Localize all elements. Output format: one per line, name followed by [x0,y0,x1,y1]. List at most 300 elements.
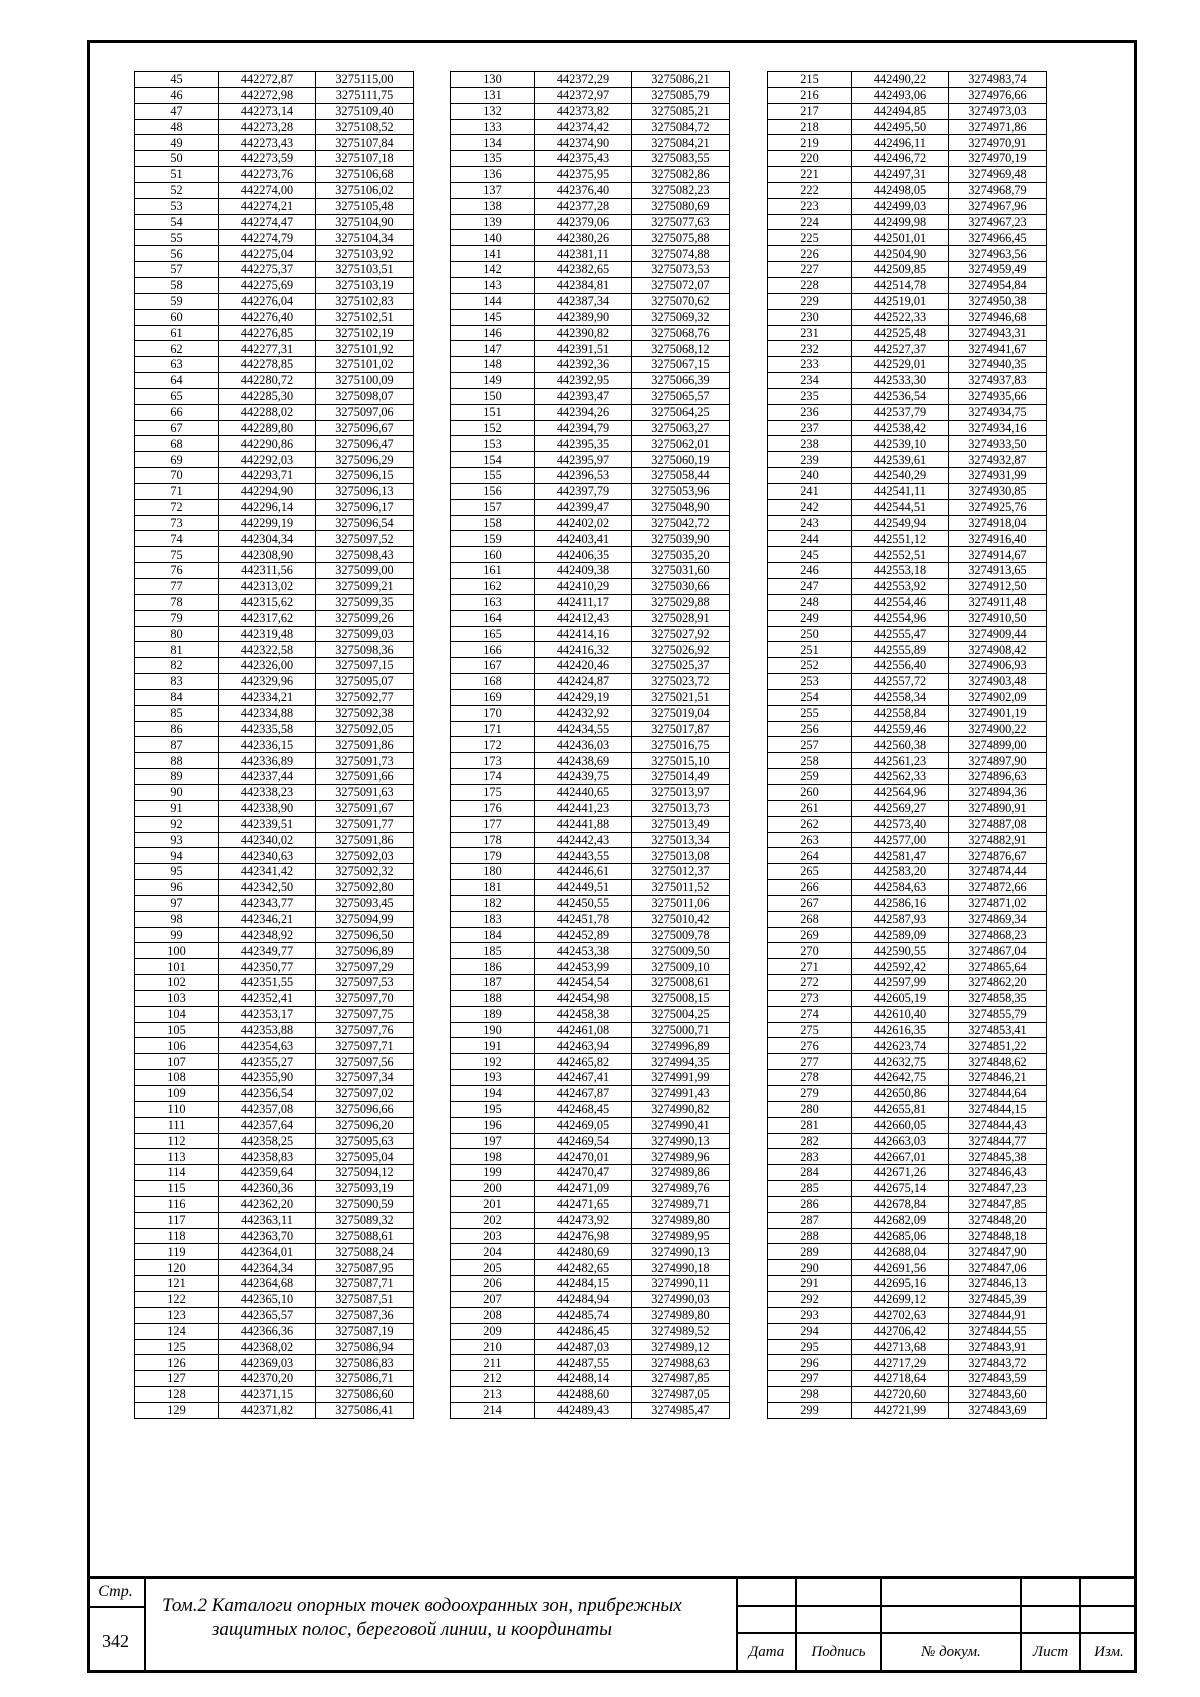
y-coordinate-cell: 3275013,73 [632,800,730,816]
y-coordinate-cell: 3275104,34 [316,230,414,246]
y-coordinate-cell: 3275014,49 [632,769,730,785]
point-number-cell: 65 [135,388,219,404]
point-number-cell: 224 [768,214,852,230]
table-row [451,1133,730,1149]
x-coordinate-cell: 442577,00 [852,832,949,848]
point-number-cell: 108 [135,1070,219,1086]
x-coordinate-cell: 442541,11 [852,483,949,499]
x-coordinate-cell: 442336,89 [219,753,316,769]
y-coordinate-cell: 3275019,04 [632,705,730,721]
x-coordinate-cell: 442438,69 [535,753,632,769]
table-row [451,1402,730,1418]
x-coordinate-cell: 442338,90 [219,800,316,816]
table-row [135,1276,414,1292]
x-coordinate-cell: 442276,40 [219,309,316,325]
x-coordinate-cell: 442514,78 [852,277,949,293]
y-coordinate-cell: 3274991,99 [632,1070,730,1086]
y-coordinate-cell: 3275098,07 [316,388,414,404]
x-coordinate-cell: 442293,71 [219,468,316,484]
point-number-cell: 91 [135,800,219,816]
table-row [135,1149,414,1165]
x-coordinate-cell: 442463,94 [535,1038,632,1054]
y-coordinate-cell: 3275013,34 [632,832,730,848]
x-coordinate-cell: 442358,25 [219,1133,316,1149]
y-coordinate-cell: 3275070,62 [632,293,730,309]
x-coordinate-cell: 442308,90 [219,547,316,563]
x-coordinate-cell: 442273,14 [219,103,316,119]
y-coordinate-cell: 3275015,10 [632,753,730,769]
y-coordinate-cell: 3275085,79 [632,87,730,103]
y-coordinate-cell: 3274876,67 [949,848,1047,864]
point-number-cell: 181 [451,880,535,896]
x-coordinate-cell: 442357,08 [219,1101,316,1117]
table-row [768,959,1047,975]
point-number-cell: 230 [768,309,852,325]
x-coordinate-cell: 442485,74 [535,1307,632,1323]
x-coordinate-cell: 442498,05 [852,182,949,198]
table-row [451,1070,730,1086]
point-number-cell: 125 [135,1339,219,1355]
y-coordinate-cell: 3274989,76 [632,1181,730,1197]
x-coordinate-cell: 442338,23 [219,784,316,800]
y-coordinate-cell: 3275091,63 [316,784,414,800]
y-coordinate-cell: 3275011,06 [632,895,730,911]
y-coordinate-cell: 3274989,95 [632,1228,730,1244]
y-coordinate-cell: 3274989,96 [632,1149,730,1165]
y-coordinate-cell: 3275067,15 [632,357,730,373]
x-coordinate-cell: 442439,75 [535,769,632,785]
point-number-cell: 220 [768,151,852,167]
table-row [451,784,730,800]
point-number-cell: 225 [768,230,852,246]
y-coordinate-cell: 3275092,32 [316,864,414,880]
x-coordinate-cell: 442335,58 [219,721,316,737]
point-number-cell: 257 [768,737,852,753]
y-coordinate-cell: 3274912,50 [949,579,1047,595]
x-coordinate-cell: 442402,02 [535,515,632,531]
x-coordinate-cell: 442688,04 [852,1244,949,1260]
y-coordinate-cell: 3275084,72 [632,119,730,135]
point-number-cell: 265 [768,864,852,880]
y-coordinate-cell: 3275104,90 [316,214,414,230]
point-number-cell: 245 [768,547,852,563]
y-coordinate-cell: 3274970,91 [949,135,1047,151]
point-number-cell: 68 [135,436,219,452]
table-row [451,674,730,690]
y-coordinate-cell: 3275092,03 [316,848,414,864]
point-number-cell: 188 [451,990,535,1006]
y-coordinate-cell: 3275092,77 [316,689,414,705]
x-coordinate-cell: 442374,42 [535,119,632,135]
x-coordinate-cell: 442315,62 [219,594,316,610]
coordinate-table-3 [767,71,1047,1419]
point-number-cell: 195 [451,1101,535,1117]
y-coordinate-cell: 3275086,41 [316,1402,414,1418]
y-coordinate-cell: 3274925,76 [949,499,1047,515]
table-row [135,832,414,848]
x-coordinate-cell: 442356,54 [219,1086,316,1102]
point-number-cell: 105 [135,1022,219,1038]
x-coordinate-cell: 442489,43 [535,1402,632,1418]
table-row [135,262,414,278]
y-coordinate-cell: 3274931,99 [949,468,1047,484]
x-coordinate-cell: 442660,05 [852,1117,949,1133]
point-number-cell: 118 [135,1228,219,1244]
point-number-cell: 222 [768,182,852,198]
point-number-cell: 46 [135,87,219,103]
y-coordinate-cell: 3274865,64 [949,959,1047,975]
point-number-cell: 92 [135,816,219,832]
point-number-cell: 201 [451,1196,535,1212]
table-row [451,943,730,959]
x-coordinate-cell: 442558,84 [852,705,949,721]
table-row [451,1276,730,1292]
table-row [768,832,1047,848]
x-coordinate-cell: 442487,55 [535,1355,632,1371]
table-row [135,816,414,832]
point-number-cell: 47 [135,103,219,119]
point-number-cell: 278 [768,1070,852,1086]
table-row [768,705,1047,721]
x-coordinate-cell: 442357,64 [219,1117,316,1133]
y-coordinate-cell: 3275091,77 [316,816,414,832]
table-row [451,753,730,769]
table-row [768,246,1047,262]
y-coordinate-cell: 3275042,72 [632,515,730,531]
y-coordinate-cell: 3275097,56 [316,1054,414,1070]
table-row [451,277,730,293]
table-row [768,769,1047,785]
point-number-cell: 74 [135,531,219,547]
point-number-cell: 196 [451,1117,535,1133]
point-number-cell: 233 [768,357,852,373]
table-row [135,483,414,499]
point-number-cell: 261 [768,800,852,816]
x-coordinate-cell: 442273,76 [219,167,316,183]
point-number-cell: 131 [451,87,535,103]
point-number-cell: 199 [451,1165,535,1181]
table-row [768,911,1047,927]
table-row [768,230,1047,246]
x-coordinate-cell: 442536,54 [852,388,949,404]
y-coordinate-cell: 3274843,59 [949,1371,1047,1387]
point-number-cell: 279 [768,1086,852,1102]
y-coordinate-cell: 3275086,94 [316,1339,414,1355]
table-row [451,1260,730,1276]
point-number-cell: 217 [768,103,852,119]
point-number-cell: 190 [451,1022,535,1038]
table-row [768,721,1047,737]
x-coordinate-cell: 442451,78 [535,911,632,927]
coordinate-table-3-body [768,72,1047,1419]
point-number-cell: 251 [768,642,852,658]
x-coordinate-cell: 442274,00 [219,182,316,198]
table-row [135,579,414,595]
y-coordinate-cell: 3275063,27 [632,420,730,436]
table-row [135,1387,414,1403]
x-coordinate-cell: 442504,90 [852,246,949,262]
table-row [451,563,730,579]
x-coordinate-cell: 442453,99 [535,959,632,975]
x-coordinate-cell: 442299,19 [219,515,316,531]
point-number-cell: 295 [768,1339,852,1355]
x-coordinate-cell: 442272,87 [219,72,316,88]
y-coordinate-cell: 3275091,73 [316,753,414,769]
table-row [768,1133,1047,1149]
y-coordinate-cell: 3274996,89 [632,1038,730,1054]
x-coordinate-cell: 442533,30 [852,373,949,389]
x-coordinate-cell: 442355,90 [219,1070,316,1086]
x-coordinate-cell: 442336,15 [219,737,316,753]
point-number-cell: 183 [451,911,535,927]
y-coordinate-cell: 3275095,04 [316,1149,414,1165]
point-number-cell: 203 [451,1228,535,1244]
y-coordinate-cell: 3274847,85 [949,1196,1047,1212]
table-row [451,436,730,452]
point-number-cell: 58 [135,277,219,293]
table-row [768,357,1047,373]
x-coordinate-cell: 442380,26 [535,230,632,246]
point-number-cell: 119 [135,1244,219,1260]
y-coordinate-cell: 3275096,54 [316,515,414,531]
x-coordinate-cell: 442362,20 [219,1196,316,1212]
point-number-cell: 268 [768,911,852,927]
table-row [135,388,414,404]
y-coordinate-cell: 3274911,48 [949,594,1047,610]
x-coordinate-cell: 442371,15 [219,1387,316,1403]
table-row [451,119,730,135]
y-coordinate-cell: 3274989,52 [632,1323,730,1339]
y-coordinate-cell: 3275097,06 [316,404,414,420]
table-row [451,1006,730,1022]
x-coordinate-cell: 442553,18 [852,563,949,579]
table-row [135,864,414,880]
y-coordinate-cell: 3275097,15 [316,658,414,674]
y-coordinate-cell: 3275028,91 [632,610,730,626]
point-number-cell: 112 [135,1133,219,1149]
y-coordinate-cell: 3275099,35 [316,594,414,610]
x-coordinate-cell: 442434,55 [535,721,632,737]
x-coordinate-cell: 442353,17 [219,1006,316,1022]
point-number-cell: 185 [451,943,535,959]
table-row [768,594,1047,610]
y-coordinate-cell: 3275107,18 [316,151,414,167]
x-coordinate-cell: 442340,02 [219,832,316,848]
y-coordinate-cell: 3275091,67 [316,800,414,816]
x-coordinate-cell: 442583,20 [852,864,949,880]
y-coordinate-cell: 3275080,69 [632,198,730,214]
y-coordinate-cell: 3275106,02 [316,182,414,198]
table-row [768,1323,1047,1339]
point-number-cell: 248 [768,594,852,610]
point-number-cell: 198 [451,1149,535,1165]
y-coordinate-cell: 3274966,45 [949,230,1047,246]
point-number-cell: 221 [768,167,852,183]
point-number-cell: 189 [451,1006,535,1022]
y-coordinate-cell: 3274973,03 [949,103,1047,119]
point-number-cell: 166 [451,642,535,658]
table-row [768,927,1047,943]
y-coordinate-cell: 3275011,52 [632,880,730,896]
x-coordinate-cell: 442650,86 [852,1086,949,1102]
y-coordinate-cell: 3275103,19 [316,277,414,293]
y-coordinate-cell: 3275082,86 [632,167,730,183]
point-number-cell: 174 [451,769,535,785]
point-number-cell: 242 [768,499,852,515]
point-number-cell: 135 [451,151,535,167]
x-coordinate-cell: 442480,69 [535,1244,632,1260]
table-row [768,325,1047,341]
y-coordinate-cell: 3274867,04 [949,943,1047,959]
y-coordinate-cell: 3275008,15 [632,990,730,1006]
point-number-cell: 61 [135,325,219,341]
table-row [451,357,730,373]
table-row [135,975,414,991]
table-row [768,880,1047,896]
x-coordinate-cell: 442564,96 [852,784,949,800]
x-coordinate-cell: 442368,02 [219,1339,316,1355]
y-coordinate-cell: 3274868,23 [949,927,1047,943]
x-coordinate-cell: 442702,63 [852,1307,949,1323]
table-row [768,1276,1047,1292]
y-coordinate-cell: 3274940,35 [949,357,1047,373]
table-row [451,103,730,119]
point-number-cell: 103 [135,990,219,1006]
point-number-cell: 78 [135,594,219,610]
point-number-cell: 259 [768,769,852,785]
point-number-cell: 210 [451,1339,535,1355]
y-coordinate-cell: 3275097,52 [316,531,414,547]
y-coordinate-cell: 3275058,44 [632,468,730,484]
x-coordinate-cell: 442718,64 [852,1371,949,1387]
y-coordinate-cell: 3274847,90 [949,1244,1047,1260]
point-number-cell: 164 [451,610,535,626]
table-row [451,1355,730,1371]
x-coordinate-cell: 442496,72 [852,151,949,167]
coordinate-table-2-body [451,72,730,1419]
x-coordinate-cell: 442409,38 [535,563,632,579]
table-row [768,1228,1047,1244]
y-coordinate-cell: 3274954,84 [949,277,1047,293]
table-row [768,1149,1047,1165]
point-number-cell: 247 [768,579,852,595]
y-coordinate-cell: 3274989,71 [632,1196,730,1212]
table-row [135,658,414,674]
x-coordinate-cell: 442527,37 [852,341,949,357]
x-coordinate-cell: 442352,41 [219,990,316,1006]
x-coordinate-cell: 442441,88 [535,816,632,832]
table-row [135,1228,414,1244]
table-row [768,579,1047,595]
table-row [768,119,1047,135]
table-row [768,563,1047,579]
point-number-cell: 284 [768,1165,852,1181]
point-number-cell: 50 [135,151,219,167]
y-coordinate-cell: 3274882,91 [949,832,1047,848]
point-number-cell: 56 [135,246,219,262]
x-coordinate-cell: 442273,43 [219,135,316,151]
point-number-cell: 274 [768,1006,852,1022]
table-row [135,1054,414,1070]
point-number-cell: 89 [135,769,219,785]
table-row [768,404,1047,420]
table-row [451,721,730,737]
point-number-cell: 111 [135,1117,219,1133]
y-coordinate-cell: 3275075,88 [632,230,730,246]
x-coordinate-cell: 442458,38 [535,1006,632,1022]
x-coordinate-cell: 442558,34 [852,689,949,705]
table-row [768,1022,1047,1038]
table-row [135,753,414,769]
y-coordinate-cell: 3275074,88 [632,246,730,262]
y-coordinate-cell: 3274847,06 [949,1260,1047,1276]
x-coordinate-cell: 442471,09 [535,1181,632,1197]
y-coordinate-cell: 3275062,01 [632,436,730,452]
y-coordinate-cell: 3275009,78 [632,927,730,943]
table-row [135,1181,414,1197]
x-coordinate-cell: 442587,93 [852,911,949,927]
y-coordinate-cell: 3275029,88 [632,594,730,610]
point-number-cell: 70 [135,468,219,484]
table-row [768,610,1047,626]
point-number-cell: 110 [135,1101,219,1117]
point-number-cell: 163 [451,594,535,610]
table-row [135,784,414,800]
x-coordinate-cell: 442396,53 [535,468,632,484]
table-row [135,1006,414,1022]
x-coordinate-cell: 442339,51 [219,816,316,832]
point-number-cell: 127 [135,1371,219,1387]
x-coordinate-cell: 442276,85 [219,325,316,341]
point-number-cell: 270 [768,943,852,959]
point-number-cell: 139 [451,214,535,230]
y-coordinate-cell: 3274871,02 [949,895,1047,911]
point-number-cell: 73 [135,515,219,531]
table-row [135,1086,414,1102]
x-coordinate-cell: 442525,48 [852,325,949,341]
x-coordinate-cell: 442390,82 [535,325,632,341]
table-row [768,1371,1047,1387]
x-coordinate-cell: 442488,60 [535,1387,632,1403]
y-coordinate-cell: 3275009,50 [632,943,730,959]
y-coordinate-cell: 3274896,63 [949,769,1047,785]
point-number-cell: 211 [451,1355,535,1371]
x-coordinate-cell: 442296,14 [219,499,316,515]
x-coordinate-cell: 442276,04 [219,293,316,309]
x-coordinate-cell: 442663,03 [852,1133,949,1149]
y-coordinate-cell: 3275096,15 [316,468,414,484]
point-number-cell: 124 [135,1323,219,1339]
point-number-cell: 94 [135,848,219,864]
table-row [135,1260,414,1276]
table-row [135,769,414,785]
table-row [451,246,730,262]
y-coordinate-cell: 3274990,03 [632,1291,730,1307]
x-coordinate-cell: 442454,98 [535,990,632,1006]
x-coordinate-cell: 442342,50 [219,880,316,896]
x-coordinate-cell: 442484,94 [535,1291,632,1307]
y-coordinate-cell: 3274918,04 [949,515,1047,531]
table-row [135,515,414,531]
x-coordinate-cell: 442366,36 [219,1323,316,1339]
point-number-cell: 107 [135,1054,219,1070]
y-coordinate-cell: 3274858,35 [949,990,1047,1006]
x-coordinate-cell: 442561,23 [852,753,949,769]
table-row [135,642,414,658]
x-coordinate-cell: 442350,77 [219,959,316,975]
y-coordinate-cell: 3275097,34 [316,1070,414,1086]
point-number-cell: 177 [451,816,535,832]
